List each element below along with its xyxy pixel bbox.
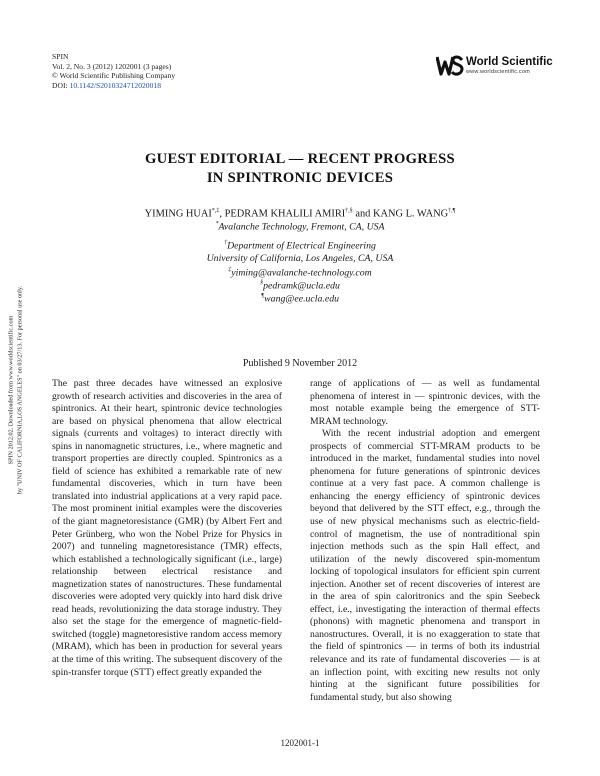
journal-copyright: © World Scientific Publishing Company — [52, 71, 176, 81]
body-column-left — [52, 378, 282, 679]
affiliation-mark: † — [224, 240, 228, 246]
journal-name: SPIN — [52, 52, 69, 61]
author-name: PEDRAM KHALILI AMIRI — [224, 208, 346, 220]
logo-subtext: www.worldscientific.com — [466, 69, 530, 75]
email-mark: ‡ — [228, 267, 232, 273]
email-mark: ¶ — [261, 293, 265, 299]
email-address[interactable]: pedramk@ucla.edu — [263, 280, 340, 292]
email-3 — [60, 290, 540, 306]
email-address[interactable]: wang@ee.ucla.edu — [264, 293, 339, 305]
download-notice — [2, 285, 30, 495]
download-notice-line1: SPIN 2012.02. Downloaded from www.worldscientific.com — [7, 315, 15, 465]
journal-volume: Vol. 2, No. 3 (2012) 1202001 (3 pages) — [52, 61, 172, 71]
author-separator: , — [219, 208, 225, 220]
download-notice-line2: by "UNIV OF CALIFORNIA,LOS ANGELES" on 03/27/13. For personal use only. — [16, 285, 23, 495]
logo-text: World Scientific — [466, 56, 553, 68]
affiliation-text: Department of Electrical Engineering — [227, 240, 376, 252]
paragraph: With the recent industrial adoption and emergent prospects of commercial STT-MRAM products to be introduced in the market, fundamental studies into novel phenomena for future generations of spintronic devices continue at a very fast pace. A common challenge is enhancing the energy efficiency of spintronic devices beyond that delivered by the STT effect, e.g., through the use of new physical mechanisms such as electric-field-control of magnetism, the use of nontraditional spin injection methods such as the spin Hall effect, and utilization of the newly discovered spin-momentum locking of topological insulators for efficient spin current injection. Another set of recent discoveries of interest are in the area of spin caloritronics and the spin Seebeck effect, i.e., investigating the interaction of thermal effects (phonons) with magnetic phenomena and transport in nanostructures. Overall, it is no exaggeration to state that the field of spintronics — in terms of both its industrial relevance and its rate of fundamental discoveries — is at an inflection point, with exciting new results not only hinting at the significant future possibilities for fundamental study, but also showing — [310, 428, 540, 703]
email-mark: § — [260, 280, 264, 286]
paragraph: range of applications of — as well as fundamental phenomena of interest in — spintronic devices, with the most notable example being the emergence of STT-MRAM technology. — [310, 378, 540, 427]
author-marks: *,‡ — [211, 208, 220, 214]
published-date: Published 9 November 2012 — [242, 358, 358, 369]
affiliation-text: Avalanche Technology, Fremont, CA, USA — [218, 221, 385, 233]
author-name: YIMING HUAI — [144, 208, 212, 220]
article-title — [60, 150, 540, 188]
author-marks: †,§ — [345, 208, 353, 214]
title-line-2: IN SPINTRONIC DEVICES — [206, 170, 394, 186]
body-column-right — [310, 378, 540, 704]
publisher-logo — [436, 54, 566, 80]
author-name: KANG L. WANG — [372, 208, 449, 220]
affiliation-mark: * — [215, 221, 219, 227]
affiliation-2 — [60, 237, 540, 265]
journal-doi — [52, 81, 175, 91]
affiliation-1 — [60, 218, 540, 234]
journal-header — [52, 52, 175, 90]
author-marks: †,¶ — [448, 208, 456, 214]
doi-label: DOI: — [52, 80, 68, 90]
affiliation-text: University of California, Los Angeles, CA, USA — [206, 252, 394, 264]
doi-link[interactable]: 10.1142/S2010324712020018 — [69, 80, 161, 90]
author-separator: and — [352, 208, 373, 220]
page-number: 1202001-1 — [280, 738, 320, 748]
title-line-1: GUEST EDITORIAL — RECENT PROGRESS — [145, 151, 455, 167]
email-address[interactable]: yiming@avalanche-technology.com — [231, 267, 372, 279]
paragraph: The past three decades have witnessed an explosive growth of research activities and discoveries in the area of spintronics. At their heart, spintronic device technologies are based on physical phenomena that allow electrical signals (currents and voltages) to interact directly with spins in nanomagnetic structures, i.e., where magnetic and transport properties are directly coupled. Spintronics as a field of science has exhibited a remarkable rate of new fundamental discoveries, which in turn have been translated into industrial applications at a very rapid pace. The most prominent initial examples were the discoveries of the giant magnetoresistance (GMR) (by Albert Fert and Peter Grünberg, who won the Nobel Prize for Physics in 2007) and tunneling magnetoresistance (TMR) effects, which established a technologically significant (i.e., large) relationship between electrical resistance and magnetization states of nanostructures. These fundamental discoveries were adopted very quickly into hard disk drive read heads, revolutionizing the data storage industry. They also set the stage for the emergence of magnetic-field-switched (toggle) magnetoresistive random access memory (MRAM), which has been in production for several years at the time of this writing. The subsequent discovery of the spin-transfer torque (STT) effect greatly expanded the — [52, 378, 282, 678]
world-scientific-logo-icon — [436, 54, 464, 78]
